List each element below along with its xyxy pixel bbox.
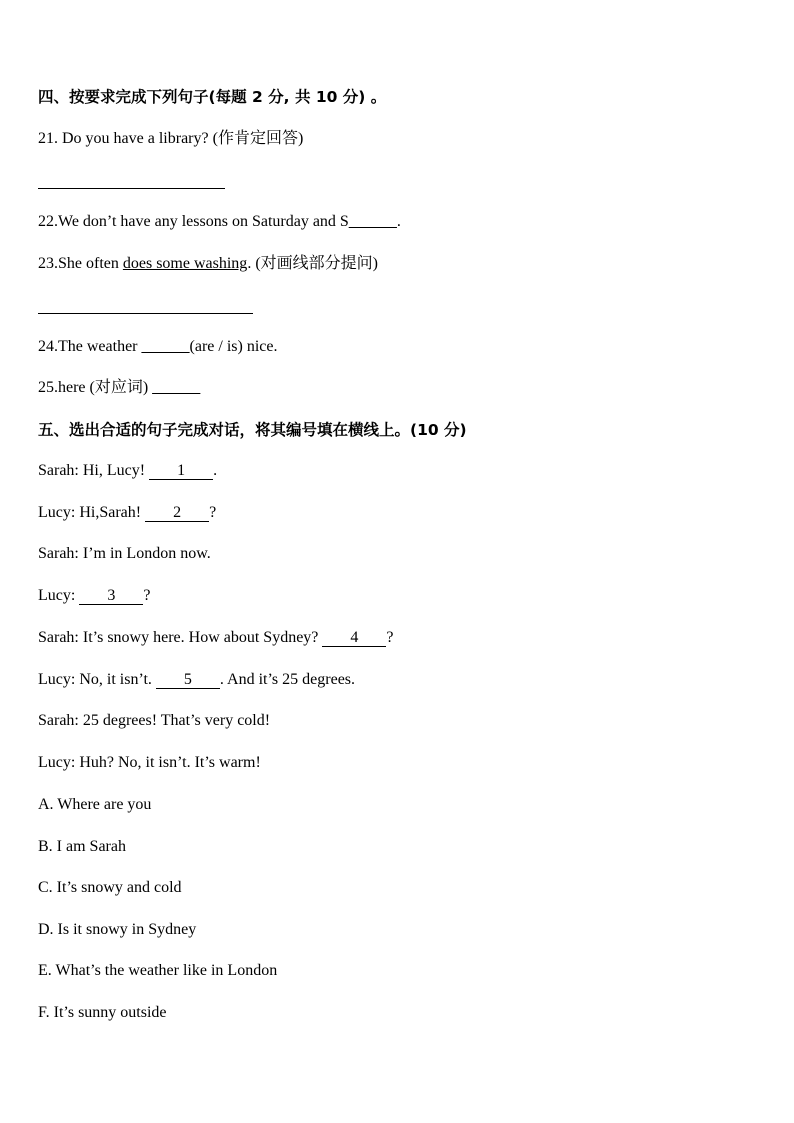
answer-line-23[interactable] (38, 313, 253, 314)
blank-22[interactable]: ______ (348, 213, 397, 230)
blank-25[interactable]: ______ (152, 379, 201, 396)
dialogue-text: Sarah: Hi, Lucy! (38, 462, 150, 479)
question-text: . Do you have a library? (作肯定回答) (54, 130, 304, 147)
question-text: .We don’t have any lessons on Saturday and S (54, 213, 349, 230)
question-24 (38, 337, 277, 357)
question-pre: .here (对应词) (54, 379, 153, 396)
question-number: 22 (38, 213, 54, 230)
dialogue-line (38, 753, 261, 773)
dialogue-blank-1[interactable]: 1 (149, 463, 213, 480)
dialogue-blank-3[interactable]: 3 (79, 588, 143, 605)
question-23 (38, 254, 378, 274)
dialogue-text: Lucy: Huh? No, it isn’t. It’s warm! (38, 753, 261, 771)
question-pre: .The weather (54, 338, 142, 355)
dialogue-line (38, 544, 211, 564)
dialogue-text: Lucy: No, it isn’t. (38, 670, 156, 688)
dialogue-text: Sarah: It’s snowy here. How about Sydney? (38, 628, 323, 646)
dialogue-line (38, 586, 150, 606)
underlined-phrase: does some washing (122, 255, 248, 272)
dialogue-blank-4[interactable]: 4 (322, 630, 386, 647)
dialogue-text: Lucy: (38, 587, 80, 605)
option-item: B. I am Sarah (38, 837, 126, 855)
question-number: 24 (38, 338, 54, 355)
dialogue-text-end: ? (386, 628, 394, 646)
dialogue-text-end: . And it’s 25 degrees. (219, 670, 356, 688)
dialogue-blank-5[interactable]: 5 (156, 672, 220, 689)
dialogue-text: Lucy: Hi,Sarah! (38, 503, 146, 521)
section-5-heading: 五、选出合适的句子完成对话，将其编号填在横线上。(10 分) (38, 421, 467, 439)
option-item: E. What’s the weather like in London (38, 962, 278, 980)
question-post: . (对画线部分提问) (247, 255, 378, 272)
dialogue-text-end: . (213, 462, 218, 479)
question-end: . (396, 213, 401, 230)
dialogue-line (38, 670, 355, 690)
dialogue-line (38, 503, 216, 523)
dialogue-text: Sarah: 25 degrees! That’s very cold! (38, 712, 271, 730)
question-22 (38, 212, 401, 232)
question-post: (are / is) nice. (189, 338, 278, 355)
question-number: 23 (38, 255, 54, 272)
question-21 (38, 129, 303, 149)
section-4-heading: 四、按要求完成下列句子(每题 2 分, 共 10 分) 。 (38, 88, 387, 106)
dialogue-text-end: ? (143, 587, 151, 605)
blank-24[interactable]: ______ (141, 338, 190, 355)
dialogue-line (38, 461, 217, 481)
answer-line-21[interactable] (38, 188, 225, 189)
dialogue-blank-2[interactable]: 2 (145, 505, 209, 522)
dialogue-text: Sarah: I’m in London now. (38, 545, 211, 563)
question-number: 21 (38, 130, 54, 147)
option-item: A. Where are you (38, 796, 152, 813)
question-number: 25 (38, 379, 54, 396)
dialogue-line (38, 711, 270, 731)
question-25 (38, 378, 200, 398)
option-item: D. Is it snowy in Sydney (38, 920, 197, 938)
dialogue-line (38, 628, 394, 648)
option-item: C. It’s snowy and cold (38, 879, 182, 897)
dialogue-text-end: ? (209, 503, 217, 521)
question-pre: .She often (54, 255, 123, 272)
option-item: F. It’s sunny outside (38, 1004, 167, 1021)
